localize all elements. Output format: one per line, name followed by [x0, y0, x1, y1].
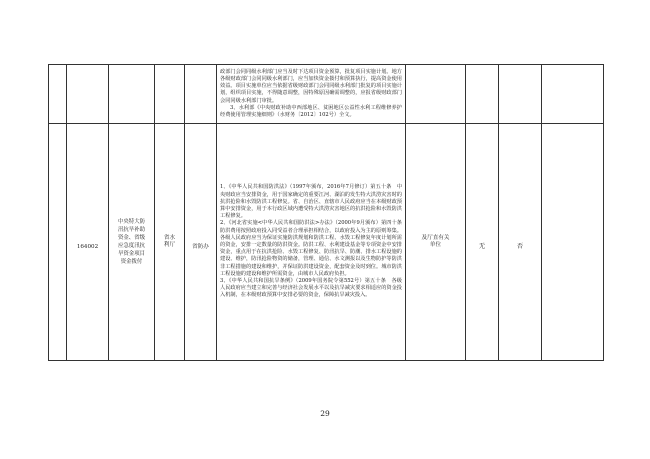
object-cell: 及厅直有关单位 — [406, 124, 466, 361]
item-name-cell: 中央特大防汛抗旱补助资金、省级应急度汛抗旱资金项目资金拨付 — [109, 124, 155, 361]
item-table — [48, 64, 604, 361]
decentralize-cell: 否 — [499, 124, 542, 361]
object-cell — [406, 65, 466, 124]
clause-text: 3、《中华人民共和国抗旱条例》（2009年国务院令第552号）第五十条 各级人民政府应当建立和完善与经济社会发展水平以及抗旱减灾要求相适应的资金投入机制，在本级财政预算中安排必要的资金，保障抗旱减灾投入。 — [220, 278, 402, 299]
office-cell: 省防办 — [185, 124, 217, 361]
remark-cell — [542, 65, 604, 124]
page-number: 29 — [320, 409, 330, 418]
blank-cell — [49, 65, 67, 124]
clause-text: 2、《河北省实施<中华人民共和国防洪法>办法》（2000年9月颁布）第四十条 防洪费用按照政府投入同受益者合理承担相结合，以政府投入为主的原则筹集。各级人民政府应当为保证实施防洪规划和防洪工程、水毁工程修复年度计划所需的资金，安排一定数量的防洪资金。防洪工程、水利建设基金等专项资金中安排资金，重点用于在抗洪抢险、水毁工程修复、防汛抗旱、防潮、排水工程设施的建设、维护，防汛抢险物资的储备，管理、通信、水文测报以及生物防护等防洪非工程措施的建设和维护，并保证防洪建设资金，配套资金及时到位。城市防洪工程设施的建设和维护所需资金，由城市人民政府负担。 — [220, 220, 408, 277]
clause-text: 1、《中华人民共和国防洪法》（1997年颁布，2016年7月修订）第五十条 中央财政应当安排资金，用于国家确定的重要江河、湖泊的发生特大洪涝灾害时的抗洪抢险和水毁防洪工程修复。省、自治区、直辖市人民政府应当在本级财政预算中安排资金，用于本行政区域内遭受特大洪涝灾害地区的抗洪抢险和水毁防洪工程修复。 — [220, 184, 402, 220]
dept-cell — [155, 65, 185, 124]
clause-text: 政部门会同同级水利部门应当及时下达项目资金预算，批复项目实施计划。地方各级财政部门会同同级水利部门，应当加快资金拨付和预算执行，提高资金使用效益。项目实施单位应当依据省级财政部门会同同级水利部门批复的项目实施计划，组织项目实施，不得随意调整，因特殊原因确需调整的，应报省级财政部门会同同级水利部门审批。 — [220, 68, 402, 104]
blank-cell — [49, 124, 67, 361]
legal-basis-cell — [217, 124, 406, 361]
legal-basis-cell — [217, 65, 406, 124]
office-cell — [185, 65, 217, 124]
item-code-cell — [67, 65, 109, 124]
condition-cell — [466, 65, 499, 124]
item-name-cell — [109, 65, 155, 124]
table-row — [49, 65, 604, 124]
remark-cell — [542, 124, 604, 361]
clause-text: 3、水利部《中央财政补助中西部地区、贫困地区公益性水利工程维修养护经费使用管理实施细则》（水财务〔2012〕102号）全文。 — [220, 104, 402, 118]
dept-cell: 省水利厅 — [155, 124, 185, 361]
table-row — [49, 124, 604, 361]
decentralize-cell — [499, 65, 542, 124]
condition-cell: 无 — [466, 124, 499, 361]
item-code-cell: 164002 — [67, 124, 109, 361]
